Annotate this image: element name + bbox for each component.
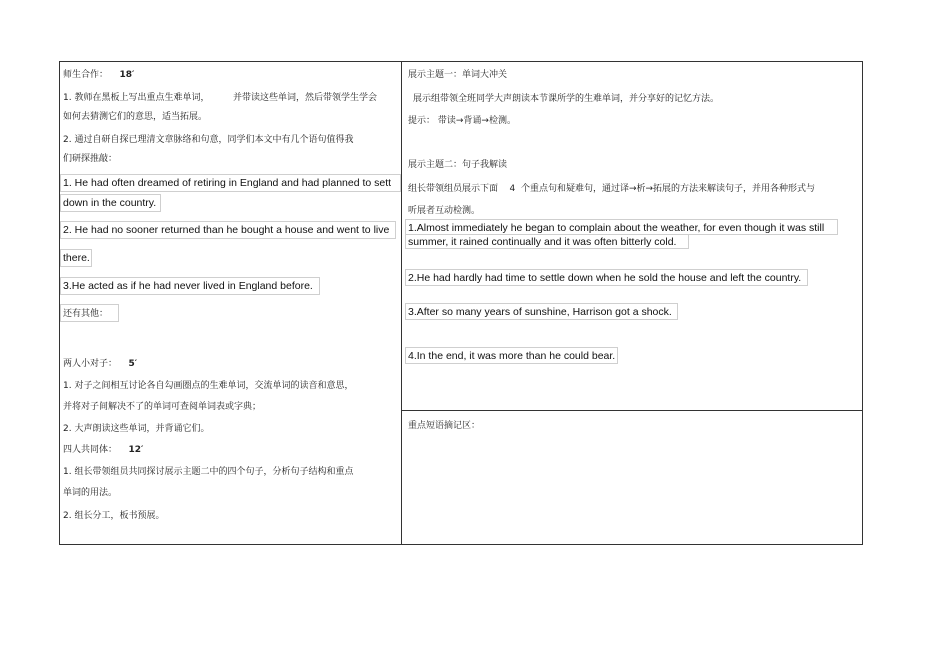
item-2-part-a: 2. 通过自研自探已理清文章脉络和句意，同学们本文中有几个语句值得我 bbox=[63, 135, 354, 145]
notes-area-title: 重点短语摘记区： bbox=[408, 421, 481, 431]
sentence-1-line-b: down in the country. bbox=[63, 197, 157, 209]
pair-item-2: 2. 大声朗读这些单词，并背诵它们。 bbox=[63, 424, 210, 434]
row-divider bbox=[401, 410, 863, 411]
sentence-2-line-a: 2. He had no sooner returned than he bought a house and went to live bbox=[63, 224, 390, 236]
teacher-student-section-title: 师生合作： 18′ bbox=[63, 70, 135, 80]
others-label: 还有其他： bbox=[63, 309, 109, 319]
pair-item-1b: 并将对子间解决不了的单词可查阅单词表或字典； bbox=[63, 402, 262, 412]
section-time: 12′ bbox=[128, 445, 144, 455]
item-2-part-b: 们研探推敲： bbox=[63, 154, 118, 164]
group-item-1b: 单词的用法。 bbox=[63, 488, 118, 498]
pair-section-title: 两人小对子： 5′ bbox=[63, 359, 138, 369]
right-sentence-1-line-b: summer, it rained continually and it was often bitterly cold. bbox=[408, 236, 677, 248]
sentence-2-line-b: there. bbox=[63, 252, 90, 264]
item-1-part-a: 1. 教师在黑板上写出重点生难单词， bbox=[63, 93, 210, 103]
sentence-3: 3.He acted as if he had never lived in England before. bbox=[63, 280, 313, 292]
right-sentence-3: 3.After so many years of sunshine, Harrison got a shock. bbox=[408, 306, 672, 318]
column-divider bbox=[401, 61, 402, 545]
section-time: 5′ bbox=[128, 359, 138, 369]
theme-1-title: 展示主题一：单词大冲关 bbox=[408, 70, 508, 80]
right-sentence-2: 2.He had hardly had time to settle down when he sold the house and left the country. bbox=[408, 272, 802, 284]
right-sentence-1-line-a: 1.Almost immediately he began to complain about the weather, for even though it was still bbox=[408, 222, 825, 234]
theme-1-description: 展示组带领全班同学大声朗读本节课所学的生难单词，并分享好的记忆方法。 bbox=[413, 94, 720, 104]
group-item-2: 2. 组长分工，板书预展。 bbox=[63, 511, 165, 521]
section-time: 18′ bbox=[119, 70, 135, 80]
right-sentence-4: 4.In the end, it was more than he could bear. bbox=[408, 350, 616, 362]
item-1-part-b: 并带读这些单词，然后带领学生学会 bbox=[233, 93, 378, 103]
theme-2-description-c: 听展者互动检测。 bbox=[408, 206, 481, 216]
group-section-title: 四人共同体： 12′ bbox=[63, 445, 144, 455]
item-1-part-c: 如何去猜测它们的意思，适当拓展。 bbox=[63, 112, 208, 122]
theme-2-description-a: 组长带领组员展示下面 4 个重点句和疑难句，通过译→析→拓展的方法来解读句子，并用各种形式与 bbox=[408, 184, 816, 194]
group-item-1a: 1. 组长带领组员共同探讨展示主题二中的四个句子，分析句子结构和重点 bbox=[63, 467, 354, 477]
sentence-1-line-a: 1. He had often dreamed of retiring in England and had planned to sett bbox=[63, 177, 392, 189]
tip-text: 提示： 带读→背诵→检测。 bbox=[408, 116, 516, 126]
theme-2-title: 展示主题二：句子我解读 bbox=[408, 160, 508, 170]
pair-item-1a: 1. 对子之间相互讨论各自勾画圈点的生难单词，交流单词的读音和意思， bbox=[63, 381, 354, 391]
